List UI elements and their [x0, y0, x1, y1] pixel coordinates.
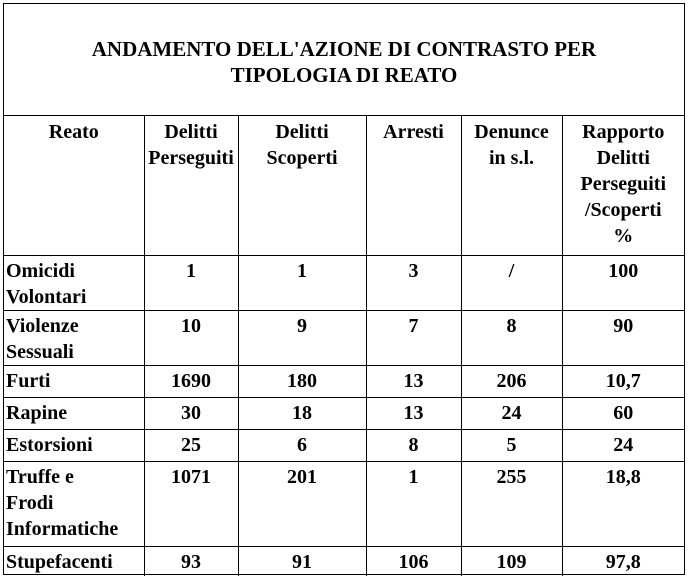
reato-text: Omicidi: [6, 259, 75, 282]
reato-text: Sessuali: [6, 340, 74, 363]
cell-reato: [4, 429, 144, 461]
cell-arresti: 13: [366, 397, 461, 429]
cell-perseguiti: 93: [144, 546, 238, 576]
reato-text: Estorsioni: [6, 433, 93, 456]
cell-arresti: 1: [366, 461, 461, 546]
header-text: in s.l.: [488, 147, 535, 169]
header-text: Denunce: [474, 121, 549, 143]
header-text: Delitti: [275, 121, 329, 143]
cell-reato: [4, 461, 144, 546]
header-denunce: [461, 116, 562, 255]
cell-reato: [4, 397, 144, 429]
header-reato: [4, 116, 144, 255]
cell-perseguiti: 1071: [144, 461, 238, 546]
table-row: [4, 310, 684, 365]
cell-scoperti: 1: [238, 255, 366, 310]
cell-arresti: 106: [366, 546, 461, 576]
reato-text: Truffe e: [6, 465, 74, 488]
cell-reato: [4, 310, 144, 365]
table-row: [4, 429, 684, 461]
cell-scoperti: 9: [238, 310, 366, 365]
cell-rapporto: 100: [562, 255, 684, 310]
reato-text: Frodi: [6, 491, 54, 514]
cell-denunce: 206: [461, 365, 562, 397]
table-row: [4, 365, 684, 397]
cell-rapporto: 97,8: [562, 546, 684, 576]
header-text: /Scoperti: [584, 199, 662, 221]
cell-scoperti: 180: [238, 365, 366, 397]
cell-perseguiti: 1: [144, 255, 238, 310]
cell-scoperti: 18: [238, 397, 366, 429]
cell-arresti: 13: [366, 365, 461, 397]
reato-text: Furti: [6, 369, 51, 392]
header-text: Delitti: [164, 121, 218, 143]
document-page: [3, 3, 685, 575]
table-row: [4, 255, 684, 310]
cell-denunce: /: [461, 255, 562, 310]
reato-text: Violenze: [6, 314, 79, 337]
document-title: [92, 32, 596, 88]
title-line-1: ANDAMENTO DELL'AZIONE DI CONTRASTO PER: [91, 36, 597, 61]
cell-denunce: 255: [461, 461, 562, 546]
cell-rapporto: 24: [562, 429, 684, 461]
cell-reato: [4, 546, 144, 576]
header-text: Scoperti: [266, 147, 338, 169]
cell-denunce: 5: [461, 429, 562, 461]
header-arresti: [366, 116, 461, 255]
reato-text: Volontari: [6, 285, 87, 308]
header-delitti-perseguiti: [144, 116, 238, 255]
cell-rapporto: 18,8: [562, 461, 684, 546]
cell-scoperti: 201: [238, 461, 366, 546]
cell-reato: [4, 255, 144, 310]
header-delitti-scoperti: [238, 116, 366, 255]
cell-rapporto: 90: [562, 310, 684, 365]
header-rapporto: [562, 116, 684, 255]
header-row: [4, 116, 684, 255]
header-text: %: [613, 225, 634, 247]
header-text: Reato: [48, 121, 99, 143]
title-box: [4, 4, 684, 116]
cell-scoperti: 91: [238, 546, 366, 576]
cell-arresti: 7: [366, 310, 461, 365]
cell-denunce: 109: [461, 546, 562, 576]
reato-text: Rapine: [6, 401, 68, 424]
header-text: Perseguiti: [580, 173, 667, 195]
header-text: Rapporto: [582, 121, 665, 143]
cell-rapporto: 10,7: [562, 365, 684, 397]
cell-denunce: 24: [461, 397, 562, 429]
crime-table: [4, 116, 684, 576]
header-text: Perseguiti: [148, 147, 234, 169]
title-line-2: TIPOLOGIA DI REATO: [230, 62, 458, 87]
cell-perseguiti: 1690: [144, 365, 238, 397]
cell-perseguiti: 10: [144, 310, 238, 365]
cell-reato: [4, 365, 144, 397]
cell-scoperti: 6: [238, 429, 366, 461]
cell-arresti: 8: [366, 429, 461, 461]
cell-denunce: 8: [461, 310, 562, 365]
header-text: Delitti: [596, 147, 650, 169]
table-row: [4, 546, 684, 576]
table-row: [4, 461, 684, 546]
cell-arresti: 3: [366, 255, 461, 310]
table-row: [4, 397, 684, 429]
reato-text: Stupefacenti: [6, 550, 113, 573]
cell-perseguiti: 30: [144, 397, 238, 429]
cell-rapporto: 60: [562, 397, 684, 429]
header-text: Arresti: [383, 121, 444, 143]
cell-perseguiti: 25: [144, 429, 238, 461]
reato-text: Informatiche: [6, 517, 119, 540]
